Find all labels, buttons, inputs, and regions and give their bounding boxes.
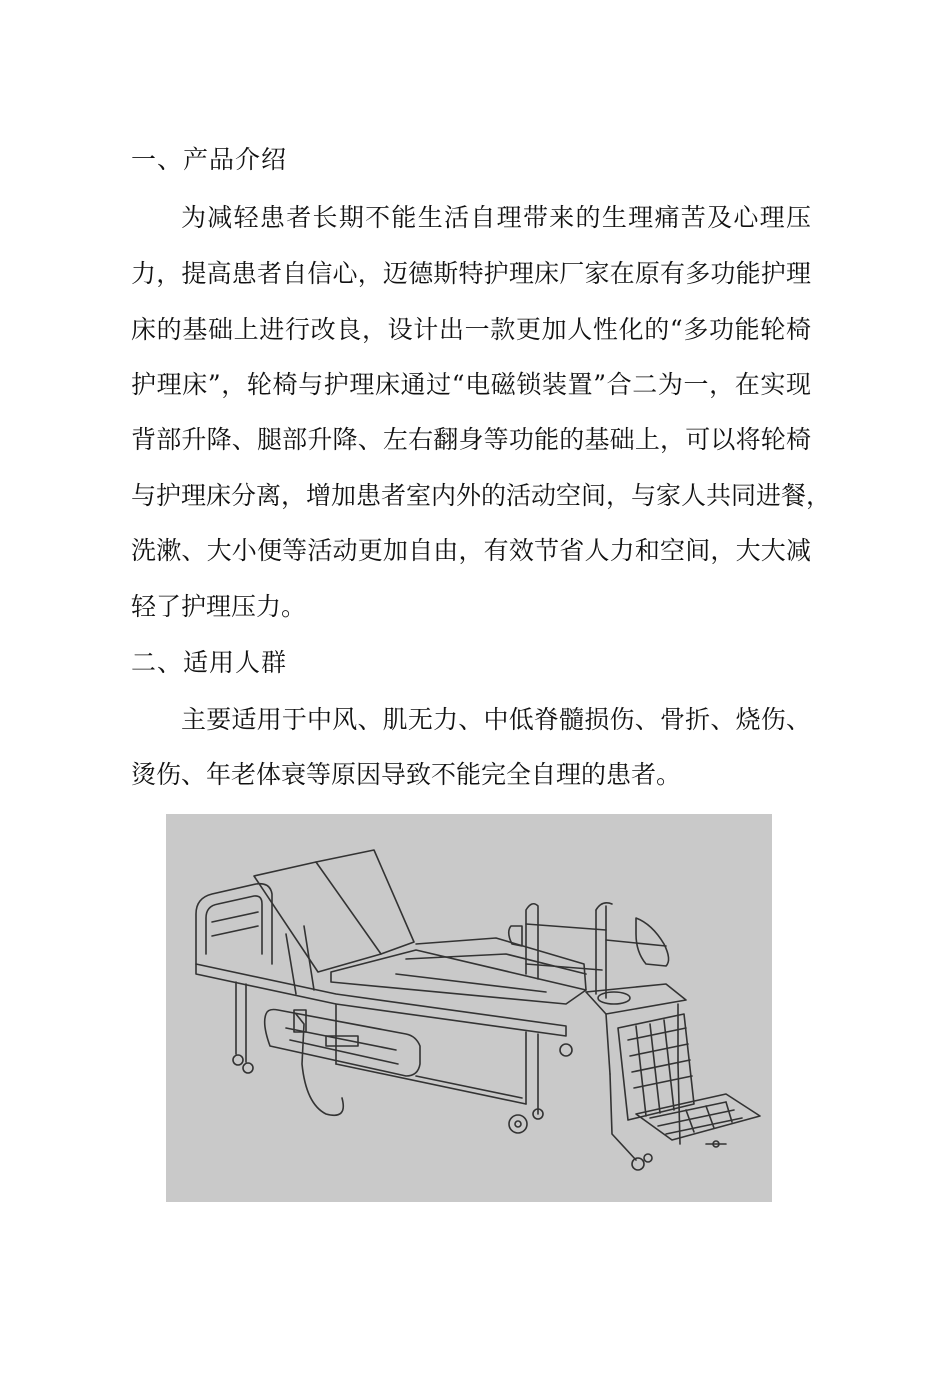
bed-line-drawing [166,814,772,1202]
section-heading-product-intro: 一、产品介绍 [131,145,288,174]
paragraph-line: 烫伤、年老体衰等原因导致不能完全自理的患者。 [131,760,682,789]
paragraph-line: 主要适用于中风、肌无力、中低脊髓损伤、骨折、烧伤、 [181,705,811,734]
wheelchair-nursing-bed-illustration [166,814,772,1202]
paragraph-line: 背部升降、腿部升降、左右翻身等功能的基础上，可以将轮椅 [131,425,811,454]
section-heading-target-users: 二、适用人群 [131,648,288,677]
paragraph-line: 为减轻患者长期不能生活自理带来的生理痛苦及心理压 [181,203,811,232]
paragraph-line: 与护理床分离，增加患者室内外的活动空间，与家人共同进餐， [131,481,832,510]
paragraph-line: 护理床”，轮椅与护理床通过“电磁锁装置”合二为一，在实现 [131,370,811,399]
paragraph-line: 轻了护理压力。 [131,592,307,621]
paragraph-line: 洗漱、大小便等活动更加自由，有效节省人力和空间，大大减 [131,536,811,565]
paragraph-line: 力，提高患者自信心，迈德斯特护理床厂家在原有多功能护理 [131,259,811,288]
paragraph-line: 床的基础上进行改良，设计出一款更加人性化的“多功能轮椅 [131,315,811,344]
